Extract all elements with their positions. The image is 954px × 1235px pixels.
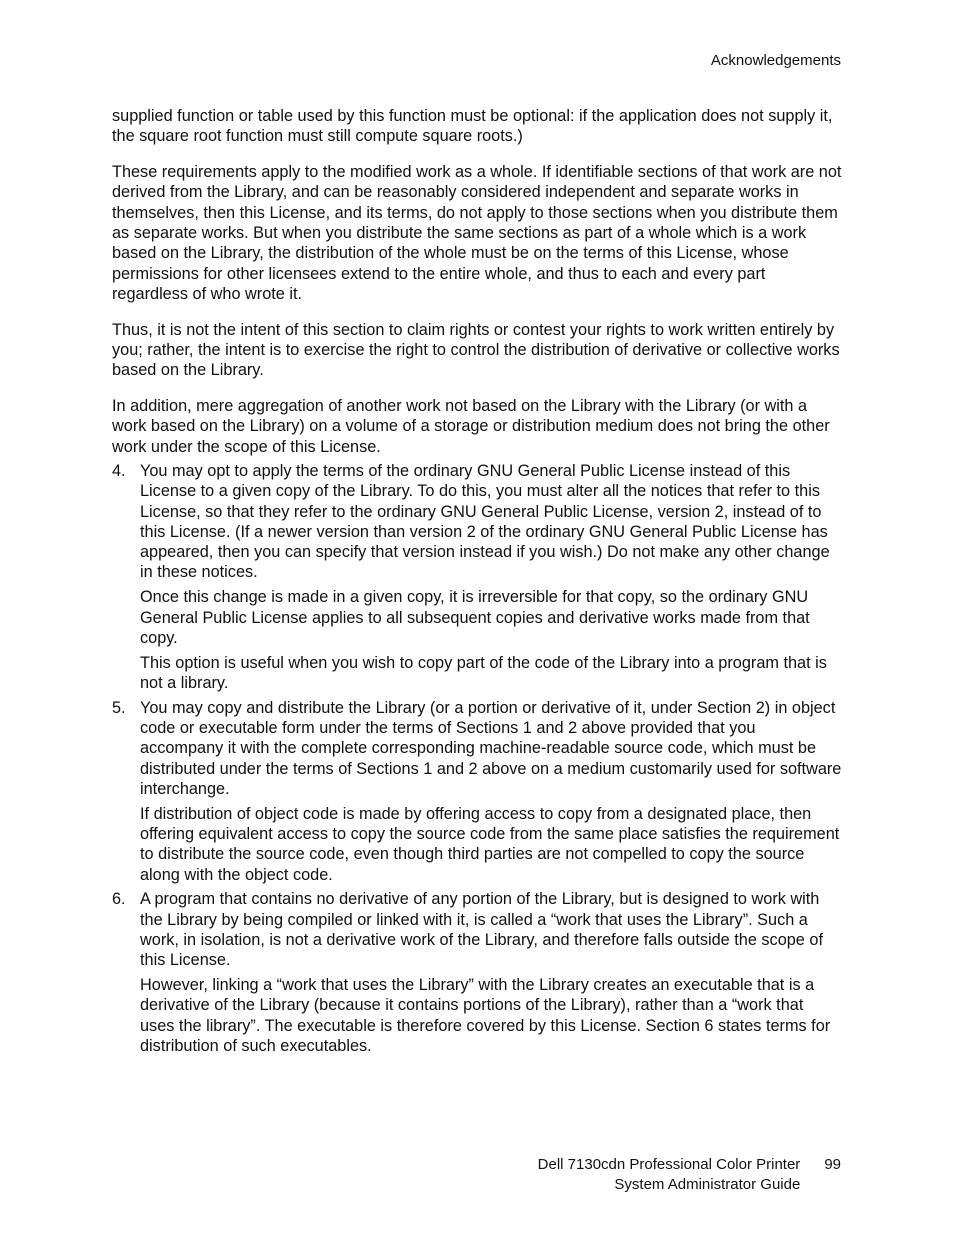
list-item-paragraph: You may opt to apply the terms of the ordinary GNU General Public License instead of this License to a given copy of the Library. To do this, you must alter all the notices that refer to this License, so that they refer to the ordinary GNU General Public License, version 2, instead of to this License. (If a newer version than version 2 of the ordinary GNU General Public License has appeared, then you can specify that version instead if you wish.) Do not make any other change in these notices. (140, 461, 830, 582)
intro-paragraph: supplied function or table used by this function must be optional: if the application does not supply it, the square root function must still compute square roots.) (112, 107, 833, 146)
list-item-paragraph: This option is useful when you wish to copy part of the code of the Library into a program that is not a library. (140, 653, 827, 692)
page-number: 99 (824, 1156, 841, 1173)
list-item-paragraph: Once this change is made in a given copy, it is irreversible for that copy, so the ordinary GNU General Public License applies to all subsequent copies and derivative works made from that copy. (140, 588, 810, 647)
list-number: 5. (112, 698, 126, 717)
header-section-title: Acknowledgements (710, 52, 841, 69)
list-item-4 (112, 461, 842, 693)
list-item-6 (112, 889, 842, 1056)
list-item-paragraph: However, linking a “work that uses the Library” with the Library creates an executable that is a derivative of the Library (because it contains portions of the Library), rather than a “work that uses the library”. The executable is therefore covered by this License. Section 6 states terms for distribution of such executables. (140, 976, 831, 1055)
page-content (112, 106, 842, 1061)
list-number: 6. (112, 890, 126, 909)
list-item-paragraph: You may copy and distribute the Library (or a portion or derivative of it, under Section 2) in object code or executable form under the terms of Sections 1 and 2 above provided that you accompany it with the complete corresponding machine-readable source code, which must be distributed under the terms of Sections 1 and 2 above on a medium customarily used for software interchange. (140, 698, 842, 798)
footer-product-name: Dell 7130cdn Professional Color Printer (537, 1156, 801, 1173)
intro-paragraph: These requirements apply to the modified work as a whole. If identifiable sections of that work are not derived from the Library, and can be reasonably considered independent and separate works in themselves, then this License, and its terms, do not apply to those sections when you distribute them as separate works. But when you distribute the same sections as part of a whole which is a work based on the Library, the distribution of the whole must be on the terms of this License, whose permissions for other licensees extend to the entire whole, and thus to each and every part regardless of who wrote it. (112, 163, 842, 303)
list-number: 4. (112, 461, 126, 480)
running-header (711, 51, 841, 71)
footer-title-block (538, 1155, 801, 1195)
page-footer (538, 1155, 841, 1195)
list-item-paragraph: If distribution of object code is made by offering access to copy from a designated place, then offering equivalent access to copy the source code from the same place satisfies the requirement to distribute the source code, even though third parties are not compelled to copy the source along with the object code. (140, 804, 840, 884)
intro-paragraph: In addition, mere aggregation of another work not based on the Library with the Library (or with a work based on the Library) on a volume of a storage or distribution medium does not bring the other work under the scope of this License. (112, 397, 830, 456)
list-item-5 (112, 698, 842, 885)
intro-paragraph: Thus, it is not the intent of this section to claim rights or contest your rights to work written entirely by you; rather, the intent is to exercise the right to control the distribution of derivative or collective works based on the Library. (112, 320, 840, 380)
list-item-paragraph: A program that contains no derivative of any portion of the Library, but is designed to work with the Library by being compiled or linked with it, is called a “work that uses the Library”. Such a work, in isolation, is not a derivative work of the Library, and therefore falls outside the scope of this License. (140, 890, 823, 970)
footer-guide-name: System Administrator Guide (614, 1176, 801, 1193)
